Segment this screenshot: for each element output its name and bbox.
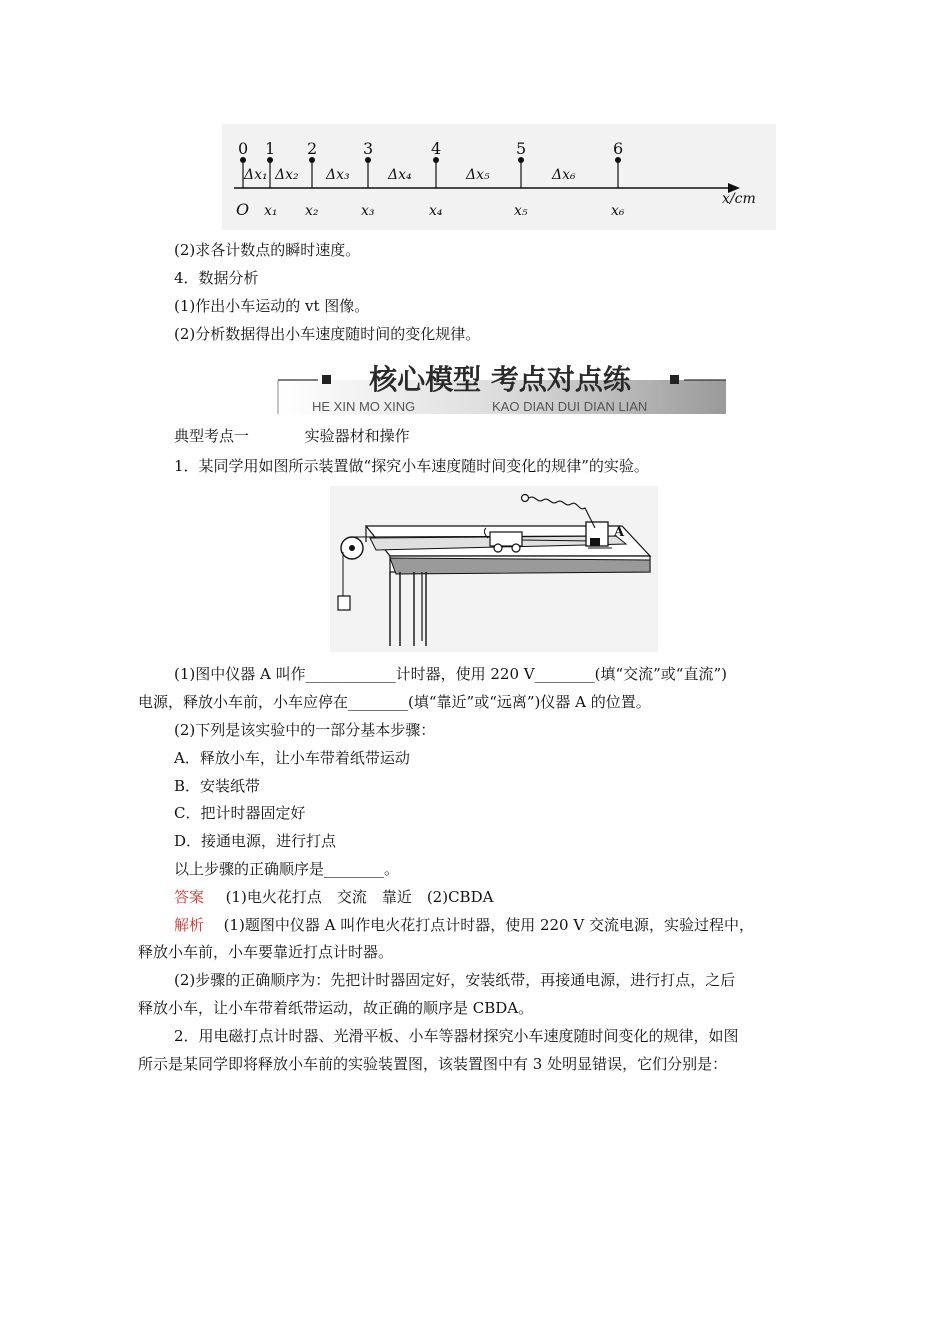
point-label: 0 [238,139,249,158]
q1-part2: (2)下列是该实验中的一部分基本步骤： [174,721,436,739]
delta-label: Δx₂ [275,167,299,183]
banner-subtitle-left: HE XIN MO XING [312,399,416,414]
apparatus-figure [330,486,658,652]
section-title: 实验器材和操作 [304,427,410,445]
banner-subtitle-right: KAO DIAN DUI DIAN LIAN [492,399,648,414]
banner-title: 核心模型 考点对点练 [369,363,631,396]
delta-label: Δx₁ [244,167,268,183]
position-label: x₄ [429,203,443,219]
banner-square-left [322,375,331,384]
text-line: 4．数据分析 [174,269,259,287]
point-label: 3 [363,139,374,158]
analysis-label: 解析 [174,916,205,934]
question-2-line1: 2．用电磁打点计时器、光滑平板、小车等器材探究小车速度随时间变化的规律，如图 [174,1027,739,1045]
point-label: 5 [516,139,527,158]
hanging-weight [338,596,350,610]
plug [522,495,529,502]
point-label: 6 [613,139,624,158]
q1-part1-line1: (1)图中仪器 A 叫作____________计时器，使用 220 V________(填“交流”或“直流”) [174,665,727,683]
analysis-line-4: 释放小车，让小车带着纸带运动，故正确的顺序是 CBDA。 [138,999,534,1017]
analysis-text: (1)题图中仪器 A 叫作电火花打点计时器，使用 220 V 交流电源，实验过程中， [223,916,754,934]
answer-line [174,887,493,907]
question-1-stem: 1．某同学用如图所示装置做“探究小车速度随时间变化的规律”的实验。 [174,457,649,475]
delta-label: Δx₃ [326,167,350,183]
question-2-line2: 所示是某同学即将释放小车前的实验装置图，该装置图中有 3 处明显错误，它们分别是： [138,1055,728,1073]
delta-label: Δx₅ [466,167,490,183]
text-line: (1)作出小车运动的 vt 图像。 [174,297,370,315]
delta-label: Δx₄ [388,167,412,183]
track-board [390,558,650,574]
q1-part1-line2: 电源，释放小车前，小车应停在________(填“靠近”或“远离”)仪器 A 的位置。 [138,693,651,711]
text-line: (2)求各计数点的瞬时速度。 [174,241,361,259]
answer-label: 答案 [174,888,205,906]
option-c: C．把计时器固定好 [174,804,306,822]
position-label: x₃ [361,203,375,219]
point-label: 2 [307,139,318,158]
order-question: 以上步骤的正确顺序是________。 [174,860,400,878]
timer-label: A [614,525,625,540]
analysis-line [174,915,754,935]
option-a: A．释放小车，让小车带着纸带运动 [174,749,410,767]
section-heading [174,426,410,446]
option-b: B．安装纸带 [174,777,261,795]
delta-label: Δx₆ [552,167,576,183]
position-label: x₁ [264,203,278,219]
point-label: 4 [431,139,442,158]
point-label: 1 [265,139,276,158]
origin-label: O [236,200,250,219]
section-banner [270,352,730,418]
axis-figure [222,124,776,230]
position-label: x₆ [611,203,625,219]
section-label: 典型考点一 [174,427,250,445]
position-label: x₅ [514,203,528,219]
option-d: D．接通电源，进行打点 [174,832,337,850]
answer-text: (1)电火花打点 交流 靠近 (2)CBDA [225,888,494,906]
text-line: (2)分析数据得出小车速度随时间的变化规律。 [174,325,481,343]
axis-label: x/cm [722,191,756,207]
position-label: x₂ [305,203,319,219]
analysis-line-3: (2)步骤的正确顺序为：先把计时器固定好，安装纸带，再接通电源，进行打点，之后 [174,971,736,989]
banner-square-right [670,375,679,384]
analysis-line-2: 释放小车前，小车要靠近打点计时器。 [138,943,394,961]
